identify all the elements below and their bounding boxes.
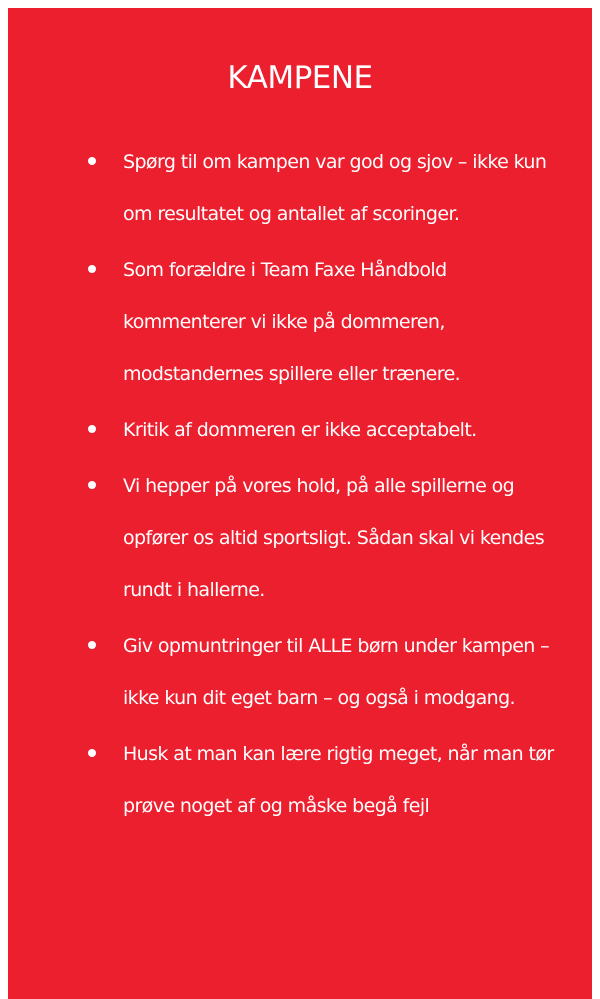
rules-list [8, 136, 592, 836]
list-item-text: Kritik af dommeren er ikke acceptabelt. [123, 419, 477, 441]
bullet-icon [88, 265, 96, 273]
bullet-icon [88, 641, 96, 649]
list-item [8, 728, 592, 832]
list-item [8, 620, 592, 724]
list-item-text: Giv opmuntringer til ALLE børn under kampen – ikke kun dit eget barn – og også i modgang. [123, 635, 550, 709]
list-item-text: Husk at man kan lære rigtig meget, når man tør prøve noget af og måske begå fejl [123, 743, 554, 817]
list-item [8, 136, 592, 240]
page-title: KAMPENE [227, 60, 373, 96]
list-item [8, 460, 592, 616]
bullet-icon [88, 425, 96, 433]
bullet-icon [88, 749, 96, 757]
list-item-text: Vi hepper på vores hold, på alle spillerne og opfører os altid sportsligt. Sådan skal vi kendes rundt i hallerne. [123, 475, 545, 601]
bullet-icon [88, 157, 96, 165]
content-panel [8, 8, 592, 999]
list-item [8, 244, 592, 400]
bullet-icon [88, 481, 96, 489]
list-item [8, 404, 592, 456]
list-item-text: Som forældre i Team Faxe Håndbold kommenterer vi ikke på dommeren, modstandernes spillere eller trænere. [123, 259, 461, 385]
list-item-text: Spørg til om kampen var god og sjov – ikke kun om resultatet og antallet af scoringer. [123, 151, 547, 225]
